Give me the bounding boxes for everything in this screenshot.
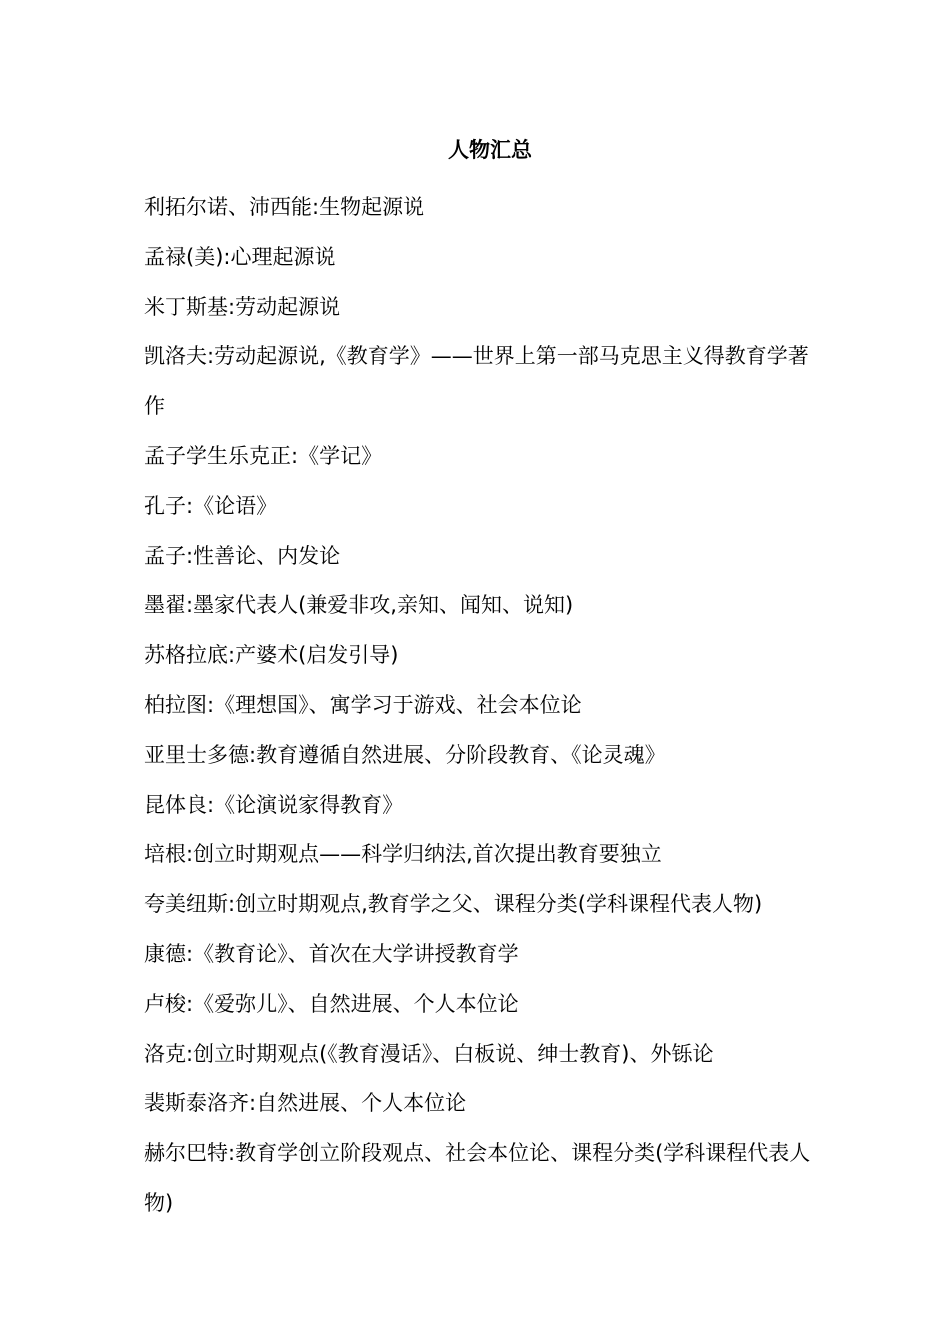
list-item: 孟子学生乐克正:《学记》 — [144, 443, 383, 468]
list-item: 孟禄(美):心理起源说 — [144, 244, 336, 269]
list-item: 柏拉图:《理想国》、寓学习于游戏、社会本位论 — [144, 692, 582, 717]
list-item: 亚里士多德:教育遵循自然进展、分阶段教育、《论灵魂》 — [144, 742, 666, 767]
list-item: 康德:《教育论》、首次在大学讲授教育学 — [144, 941, 519, 966]
list-item: 孔子:《论语》 — [144, 493, 278, 518]
list-item: 苏格拉底:产婆术(启发引导) — [144, 643, 399, 668]
list-item: 孟子:性善论、内发论 — [144, 543, 341, 568]
list-item: 裴斯泰洛齐:自然进展、个人本位论 — [144, 1091, 467, 1116]
list-item: 利拓尔诺、沛西能:生物起源说 — [144, 195, 425, 219]
list-item: 墨翟:墨家代表人(兼爱非攻,亲知、闻知、说知) — [144, 593, 574, 618]
list-item: 赫尔巴特:教育学创立阶段观点、社会本位论、课程分类(学科课程代表人物) — [144, 1141, 811, 1215]
list-item: 洛克:创立时期观点(《教育漫话》、白板说、绅士教育)、外铄论 — [144, 1041, 714, 1066]
list-item: 昆体良:《论演说家得教育》 — [144, 792, 404, 817]
list-item: 米丁斯基:劳动起源说 — [144, 294, 341, 319]
list-item: 培根:创立时期观点——科学归纳法,首次提出教育要独立 — [144, 842, 662, 867]
entry-list — [144, 183, 812, 1229]
list-item: 夸美纽斯:创立时期观点,教育学之父、课程分类(学科课程代表人物) — [144, 892, 763, 917]
list-item: 凯洛夫:劳动起源说,《教育学》——世界上第一部马克思主义得教育学著作 — [144, 344, 809, 419]
page-title: 人物汇总 — [448, 138, 532, 162]
list-item: 卢梭:《爱弥儿》、自然进展、个人本位论 — [144, 991, 519, 1016]
